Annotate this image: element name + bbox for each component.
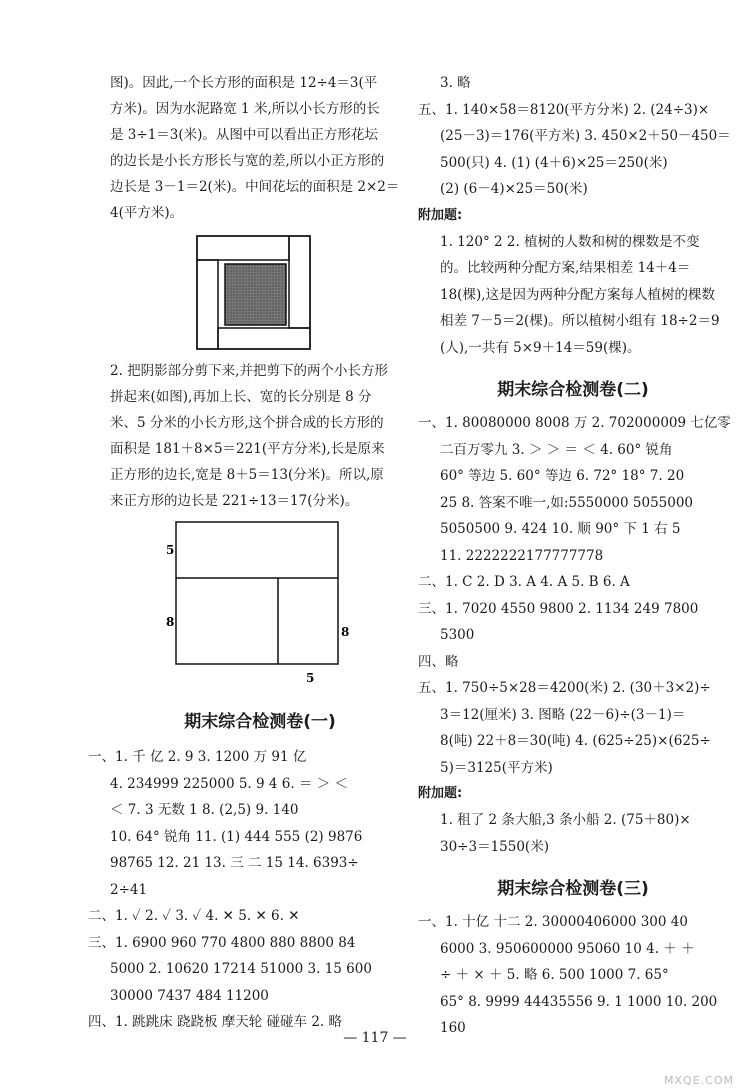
text-line: 2÷41 [110,881,148,898]
label-8-right: 8 [341,625,350,639]
text-line: 5000 2. 10620 17214 51000 3. 15 600 [110,961,372,977]
text-line: 5)＝3125(平方米) [440,759,553,776]
text-line: 方米)。因为水泥路宽 1 米,所以小长方形的长 [110,101,380,117]
garden-square-figure [110,234,410,352]
answer-para-2 [110,358,410,514]
text-line: (25－3)＝176(平方米) 3. 450×2＋50－450＝ [440,128,731,144]
right-column [418,70,731,1042]
text-line: 一、1. 十亿 十二 2. 30000406000 300 40 [418,914,688,930]
exam-2-title: 期末综合检测卷(二) [497,380,649,400]
text-line: ÷ ＋ × ＋ 5. 略 6. 500 1000 7. 65° [440,967,669,983]
top-rect [197,236,289,260]
text-line: 18(棵),这是因为两种分配方案每人植树的棵数 [440,286,716,303]
text-line: 2. 把阴影部分剪下来,并把剪下的两个小长方形 [110,363,388,379]
text-line: 米、5 分米的小长方形,这个拼合成的长方形的 [110,415,384,431]
text-line: (2) (6－4)×25＝50(米) [440,181,588,197]
text-line: 三、1. 7020 4550 9800 2. 1134 249 7800 [418,600,699,617]
text-line: (人),一共有 5×9＋14＝59(棵)。 [440,339,641,356]
rectangle-figure [110,520,410,685]
text-line: 4(平方米)。 [110,205,184,221]
text-line: 五、1. 750÷5×28＝4200(米) 2. (30＋3×2)÷ [418,680,711,696]
bonus-heading: 附加题: [418,786,463,801]
shaded-center-square [225,264,286,325]
text-line: 160 [440,1020,466,1036]
label-8-left: 8 [166,615,175,629]
text-line: 三、1. 6900 960 770 4800 880 8800 84 [88,934,356,951]
bottom-rect [218,328,310,349]
left-column [88,70,410,1036]
text-line: 8(吨) 22＋8＝30(吨) 4. (625÷25)×(625÷ [440,733,711,749]
text-line: 3＝12(厘米) 3. 图略 (22－6)÷(3－1)＝ [440,706,686,723]
text-line: 二、1. C 2. D 3. A 4. A 5. B 6. A [418,574,630,590]
text-line: 一、1. 千 亿 2. 9 3. 1200 万 91 亿 [88,749,307,765]
text-line: 二、1. ✓ 2. ✓ 3. ✓ 4. ✕ 5. ✕ 6. ✕ [88,908,300,924]
text-line: 来正方形的边长是 221÷13＝17(分米)。 [110,493,359,509]
text-line: 1. 租了 2 条大船,3 条小船 2. (75＋80)× [440,812,691,828]
label-5-bottom: 5 [306,671,315,685]
exam-3-title: 期末综合检测卷(三) [497,879,649,899]
text-line: 的边长是小长方形长与宽的差,所以小正方形的 [110,153,385,169]
exam-1-title: 期末综合检测卷(一) [184,712,336,732]
text-line: 二百万零九 3. ＞ ＞ ＝ ＜ 4. 60° 锐角 [440,441,673,458]
text-line: 1. 120° 2 2. 植树的人数和树的棵数是不变 [440,233,700,250]
text-line: 5050500 9. 424 10. 顺 90° 下 1 右 5 [440,521,681,537]
right-rect [289,236,310,328]
text-line: 一、1. 80080000 8008 万 2. 702000009 七亿零 [418,415,731,431]
text-line: 拼起来(如图),再加上长、宽的长分别是 8 分 [110,389,372,405]
text-line: 相差 7－5＝2(棵)。所以植树小组有 18÷2＝9 [440,313,720,329]
text-line: 5300 [440,627,475,643]
left-rect [197,260,218,349]
text-line: 65° 8. 9999 44435556 9. 1 1000 10. 200 [440,993,718,1010]
text-line: 4. 234999 225000 5. 9 4 6. ＝ ＞ ＜ [110,775,349,792]
text-line: 3. 略 [440,75,471,91]
text-line: 面积是 181＋8×5＝221(平方分米),长是原来 [110,441,385,457]
text-line: 的。比较两种分配方案,结果相差 14＋4＝ [440,260,691,276]
answer-para-1 [110,70,410,226]
text-line: 25 8. 答案不唯一,如:5550000 5055000 [440,494,694,511]
text-line: 正方形的边长,宽是 8＋5＝13(分米)。所以,原 [110,467,384,483]
text-line: 四、略 [418,653,459,670]
watermark-logo: MXQE.COM [664,1074,734,1087]
text-line: ＜ 7. 3 无数 1 8. (2,5) 9. 140 [110,802,299,818]
text-line: 30÷3＝1550(米) [440,838,549,855]
text-line: 是 3÷1＝3(米)。从图中可以看出正方形花坛 [110,127,378,143]
label-5-left: 5 [166,543,175,557]
exam-1-answers [88,744,410,1036]
text-line: 10. 64° 锐角 11. (1) 444 555 (2) 9876 [110,828,363,845]
bonus-heading: 附加题: [418,207,463,223]
text-line: 60° 等边 5. 60° 等边 6. 72° 18° 7. 20 [440,468,685,484]
text-line: 四、1. 跳跳床 跷跷板 摩天轮 碰碰车 2. 略 [88,1014,343,1030]
text-line: 11. 2222222177777778 [440,547,604,564]
text-line: 五、1. 140×58＝8120(平方分米) 2. (24÷3)× [418,101,710,118]
page-number: — 117 — [343,1030,407,1046]
text-line: 6000 3. 950600000 95060 10 4. ＋ ＋ [440,940,695,957]
text-line: 边长是 3－1＝2(米)。中间花坛的面积是 2×2＝ [110,179,400,195]
text-line: 500(只) 4. (1) (4＋6)×25＝250(米) [440,154,668,171]
text-line: 30000 7437 484 11200 [110,987,269,1004]
text-line: 98765 12. 21 13. 三 二 15 14. 6393÷ [110,855,359,871]
text-line: 图)。因此,一个长方形的面积是 12÷4＝3(平 [110,75,378,91]
